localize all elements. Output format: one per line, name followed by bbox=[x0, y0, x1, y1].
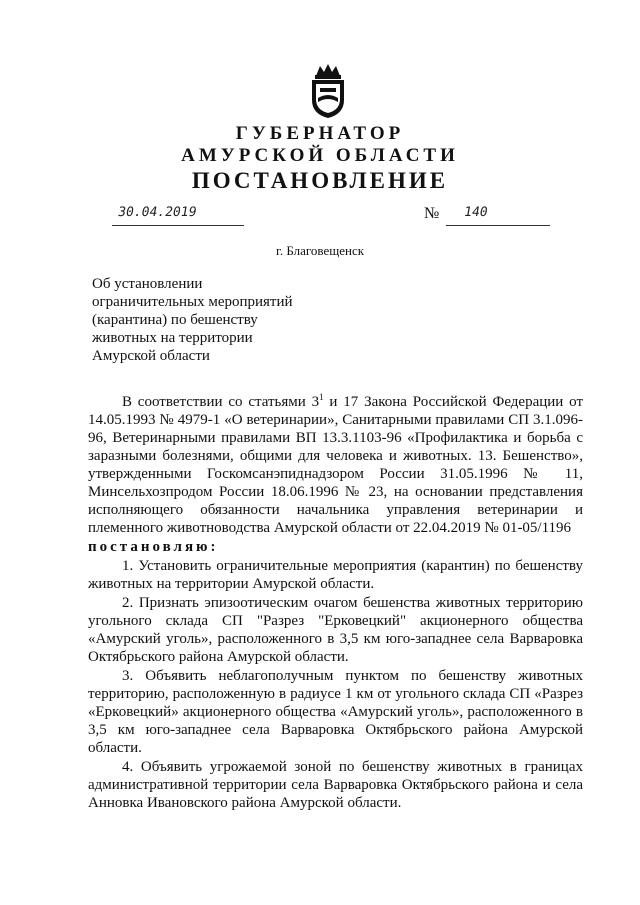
subject-line: Амурской области bbox=[92, 348, 210, 364]
preamble-part1: В соответствии со статьями 3 bbox=[122, 394, 320, 410]
subject-line: (карантина) по бешенству bbox=[92, 312, 258, 328]
decree-item-3: 3. Объявить неблагополучным пунктом по бешенству животных территорию, расположенную в радиусе 1 км от угольного склада СП «Разрез «Ерковецкий» акционерного общества «Амурский уголь», расположенного в 3,5 км юго-западнее села Варваровка Октябрьского района Амурской области. bbox=[88, 668, 583, 756]
decree-word: постановляю: bbox=[88, 539, 219, 555]
document-date: 30.04.2019 bbox=[116, 205, 198, 220]
decree-item-2: 2. Признать эпизоотическим очагом бешенства животных территорию угольного склада СП "Разрез "Ерковецкий" акционерного общества «Амурский уголь», расположенного в 3,5 км юго-западнее села Варваровка Октябрьского района Амурской области. bbox=[88, 595, 583, 665]
governor-title: ГУБЕРНАТОР bbox=[235, 123, 405, 144]
preamble-superscript: 1 bbox=[319, 392, 324, 402]
decree-item-1: 1. Установить ограничительные мероприятия (карантин) по бешенству животных на территории Амурской области. bbox=[88, 558, 583, 592]
document-number: 140 bbox=[462, 205, 489, 220]
city-name: г. Благовещенск bbox=[275, 243, 365, 258]
decree-item-4: 4. Объявить угрожаемой зоной по бешенству животных в границах административной территории села Варваровка Октябрьского района и села Анновка Ивановского района Амурской области. bbox=[88, 759, 583, 811]
subject-line: Об установлении bbox=[92, 276, 203, 292]
document-type-title: ПОСТАНОВЛЕНИЕ bbox=[191, 168, 449, 193]
document-subject bbox=[92, 275, 293, 365]
number-sign: № bbox=[424, 205, 440, 222]
subject-line: ограничительных мероприятий bbox=[92, 294, 293, 310]
subject-line: животных на территории bbox=[92, 330, 253, 346]
coat-of-arms-icon bbox=[306, 62, 350, 120]
region-title: АМУРСКОЙ ОБЛАСТИ bbox=[181, 145, 459, 166]
preamble-paragraph bbox=[88, 393, 583, 537]
number-underline bbox=[446, 205, 550, 226]
preamble-part2: и 17 Закона Российской Федерации от 14.05.1993 № 4979-1 «О ветеринарии», Санитарными правилами СП 3.1.096-96, Ветеринарными правилами ВП 13.3.1103-96 «Профилактика и борьба с заразными болезнями, общими для человека и животных. 13. Бешенство», утвержденными Госкомсанэпиднадзором России 31.05.1996 № 11, Минсельхозпродом России 18.06.1996 № 23, на основании представления исполняющего обязанности начальника управления ветеринарии и племенного животноводства Амурской области от 22.04.2019 № 01-05/1196 bbox=[88, 394, 583, 536]
document-body bbox=[88, 393, 583, 812]
